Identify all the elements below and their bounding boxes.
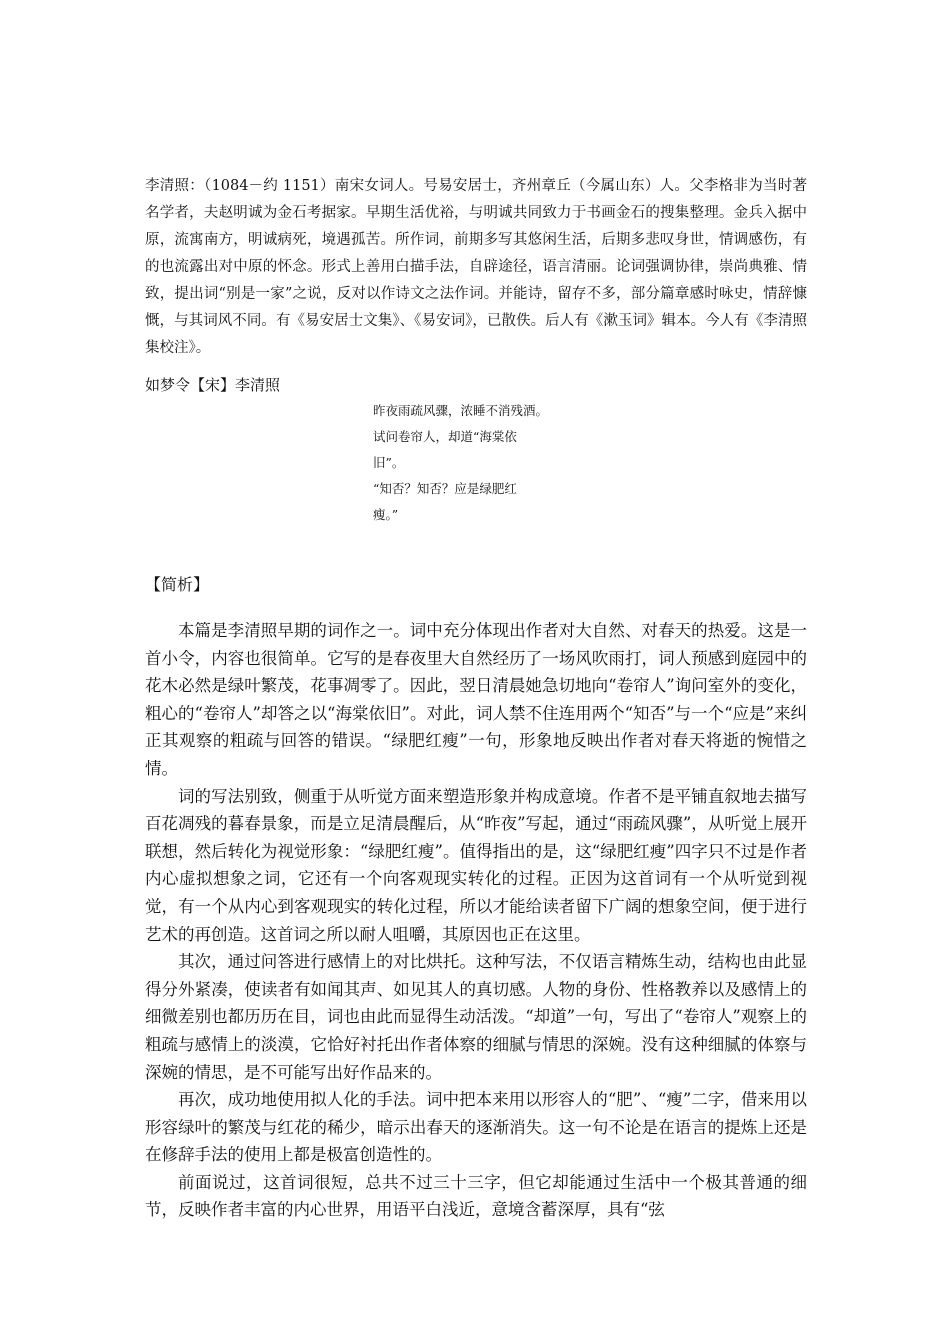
analysis-paragraph: 再次，成功地使用拟人化的手法。词中把本来用以形容人的“肥”、“瘦”二字，借来用以形容绿叶的繁茂与红花的稀少，暗示出春天的逐渐消失。这一句不论是在语言的提炼上还是在修辞手法的使用上都是极富创造性的。 [145, 1090, 807, 1165]
analysis-paragraph: 本篇是李清照早期的词作之一。词中充分体现出作者对大自然、对春天的热爱。这是一首小令，内容也很简单。它写的是春夜里大自然经历了一场风吹雨打，词人预感到庭园中的花木必然是绿叶繁茂，花事凋零了。因此，翌日清晨她急切地向“卷帘人”询问室外的变化，粗心的“卷帘人”却答之以“海棠依旧”。对此，词人禁不住连用两个“知否”与一个“应是”来纠正其观察的粗疏与回答的错误。“绿肥红瘦”一句，形象地反映出作者对春天将逝的惋惜之情。 [145, 621, 807, 778]
analysis-body [145, 617, 807, 1224]
analysis-heading: 【简析】 [145, 575, 210, 594]
analysis-paragraph: 词的写法别致，侧重于从听觉方面来塑造形象并构成意境。作者不是平铺直叙地去描写百花凋残的暮春景象，而是立足清晨醒后，从“昨夜”写起，通过“雨疏风骤”，从听觉上展开联想，然后转化为视觉形象：“绿肥红瘦”。值得指出的是，这“绿肥红瘦”四字只不过是作者内心虚拟想象之词，它还有一个向客观现实转化的过程。正因为这首词有一个从听觉到视觉，有一个从内心到客观现实的转化过程，所以才能给读者留下广阔的想象空间，便于进行艺术的再创造。这首词之所以耐人咀嚼，其原因也正在这里。 [145, 786, 807, 944]
poem-line: 旧”。 [373, 455, 405, 470]
poem-line: 瘦。” [373, 507, 399, 522]
poem-line: “知否？知否？应是绿肥红 [373, 481, 517, 496]
poem-line: 试问卷帘人，却道“海棠依 [373, 429, 517, 444]
poem-text [373, 398, 563, 528]
analysis-paragraph: 其次，通过问答进行感情上的对比烘托。这种写法，不仅语言精炼生动，结构也由此显得分外紧凑，使读者有如闻其声、如见其人的真切感。人物的身份、性格教养以及感情上的细微差别也都历历在目，词也由此而显得生动活泼。“却道”一句，写出了“卷帘人”观察上的粗疏与感情上的淡漠，它恰好衬托出作者体察的细腻与情思的深婉。没有这种细腻的体察与深婉的情思，是不可能写出好作品来的。 [145, 952, 807, 1082]
poem-line: 昨夜雨疏风骤，浓睡不消残酒。 [373, 403, 549, 418]
analysis-paragraph: 前面说过，这首词很短，总共不过三十三字，但它却能通过生活中一个极其普通的细节，反映作者丰富的内心世界，用语平白浅近，意境含蓄深厚，具有“弦 [145, 1172, 807, 1220]
author-biography: 李清照：（1084－约 1151）南宋女词人。号易安居士，齐州章丘（今属山东）人。父李格非为当时著名学者，夫赵明诚为金石考据家。早期生活优裕，与明诚共同致力于书画金石的搜集整理。金兵入据中原，流寓南方，明诚病死，境遇孤苦。所作词，前期多写其悠闲生活，后期多悲叹身世，情调感伤，有的也流露出对中原的怀念。形式上善用白描手法，自辟途径，语言清丽。论词强调协律，崇尚典雅、情致，提出词“别是一家”之说，反对以作诗文之法作词。并能诗，留存不多，部分篇章感时咏史，情辞慷慨，与其词风不同。有《易安居士文集》、《易安词》，已散佚。后人有《漱玉词》辑本。今人有《李清照集校注》。 [145, 178, 807, 356]
poem-title: 如梦令【宋】李清照 [145, 376, 281, 394]
